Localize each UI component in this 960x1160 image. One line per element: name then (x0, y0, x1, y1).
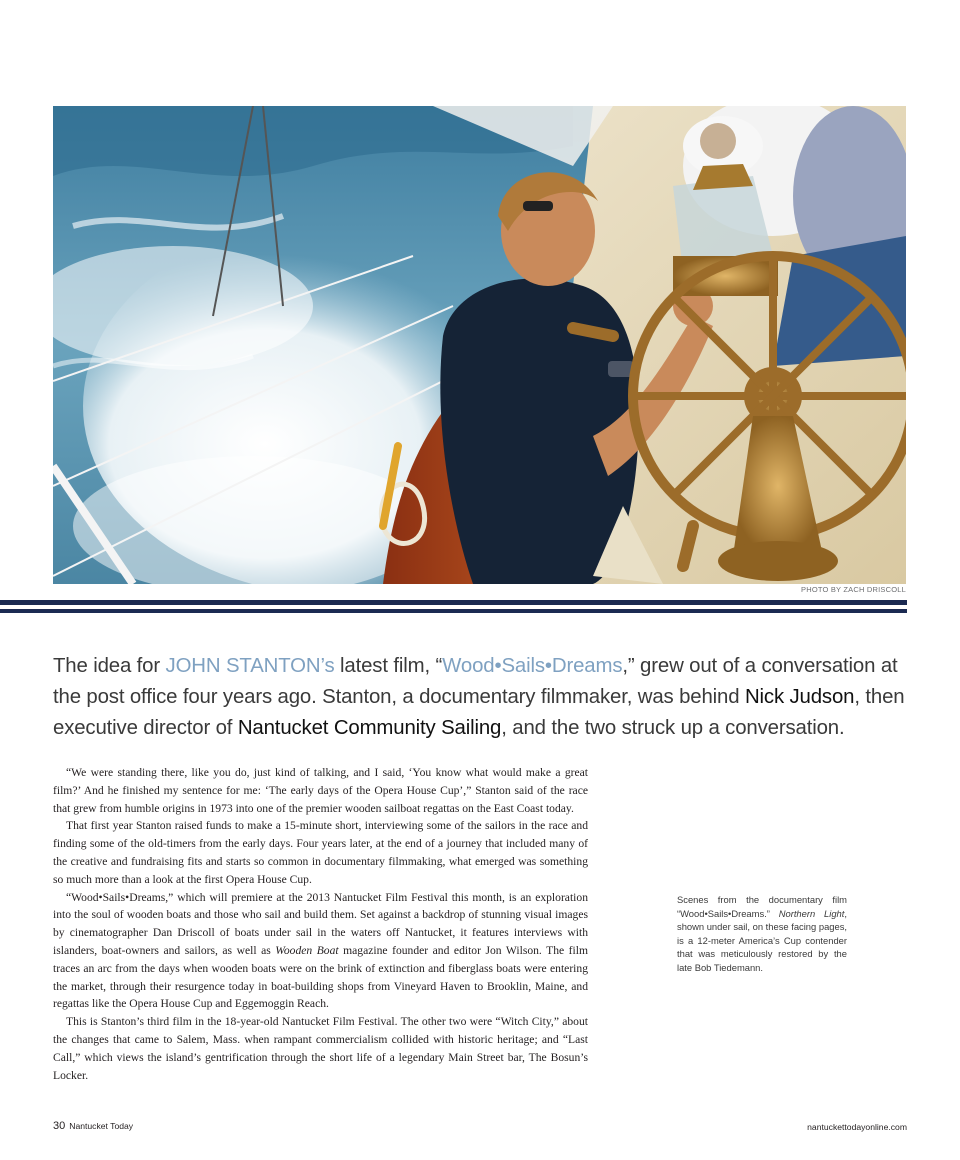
lede-text: , and the two struck up a conversation. (501, 717, 845, 739)
caption-boat-name: Northern Light (778, 907, 845, 919)
lede-text: , then executive director of (53, 686, 905, 739)
caption-text: , shown under sail, on these facing pages, is a 12-meter America’s Cup contender that was meticulously restored by the late Bob Tiedemann. (677, 907, 847, 973)
lede-text: latest film, “ (334, 655, 443, 677)
sailboat-photo (53, 106, 906, 584)
body-paragraph-4: This is Stanton’s third film in the 18-year-old Nantucket Film Festival. The other two were “Witch City,” about the changes that came to Salem, Mass. when rampant commercialism collided with historic heritage; and “Last Call,” which views the island’s gentrification through the short life of a legendary Main Street bar, The Bosun’s Locker. (53, 1015, 588, 1082)
body-text: magazine founder and editor Jon Wilson. The film traces an arc from the days when wooden boats were on the brink of extinction and fiberglass boats were entering the market, through their resurgence today in boat-building shops from Vineyard Haven to Brooklin, Maine, and regattas like the Opera House Cup and Eggemoggin Reach. (53, 943, 589, 1011)
lede-org-name: Nantucket Community Sailing (237, 717, 502, 739)
body-paragraph-3 (53, 889, 588, 1014)
lede-name-stanton: JOHN STANTON’s (165, 655, 335, 677)
lede-text: The idea for (53, 655, 166, 677)
lede-text: ,” grew out of a conversation at the post office four years ago. Stanton, a documentary filmmaker, was behind (53, 655, 898, 708)
body-text: “Wood•Sails•Dreams,” which will premiere at the 2013 Nantucket Film Festival this month, is an exploration into the soul of wooden boats and those who sail and build them. Set against a backdrop of stunning visual images by cinematographer Dan Driscoll of boats under sail in the waters off Nantucket, it features interviews with islanders, boat-owners and sailors, as well as (53, 890, 588, 957)
photo-illustration (53, 106, 906, 584)
lede-paragraph (53, 651, 909, 744)
divider-thin-line (0, 609, 907, 613)
lede-film-title: Wood•Sails•Dreams (442, 655, 623, 677)
body-paragraph-1: “We were standing there, like you do, just kind of talking, and I said, ‘You know what would make a great film?’ And he finished my sentence for me: ‘The early days of the Opera House Cup’,” Stanton said of the race that grew from humble origins in 1973 into one of the premier wooden sailboat regattas on the East Coast today. (53, 766, 588, 815)
magazine-title: Wooden Boat (275, 943, 339, 957)
page-number: 30 (53, 1120, 66, 1132)
article-body (53, 764, 588, 1084)
footer-folio (53, 1120, 133, 1132)
caption-text: Scenes from the documentary film “Wood•Sails•Dreams.” (677, 894, 847, 919)
footer-website: nantuckettodayonline.com (807, 1122, 907, 1132)
lede-name-judson: Nick Judson (744, 686, 855, 708)
body-paragraph-2: That first year Stanton raised funds to make a 15-minute short, interviewing some of the sailors in the race and finding some of the old-timers from the early days. Four years later, at the end of a journey that included many of the creative and fundraising fits and starts so common in documentary filmmaking, what emerged was something so much more than a look at the first Opera House Cup. (53, 819, 588, 886)
section-divider (0, 600, 907, 615)
photo-credit: PHOTO BY ZACH DRISCOLL (801, 585, 906, 594)
publication-name: Nantucket Today (69, 1121, 134, 1131)
divider-thick-line (0, 600, 907, 605)
photo-caption (677, 893, 847, 975)
